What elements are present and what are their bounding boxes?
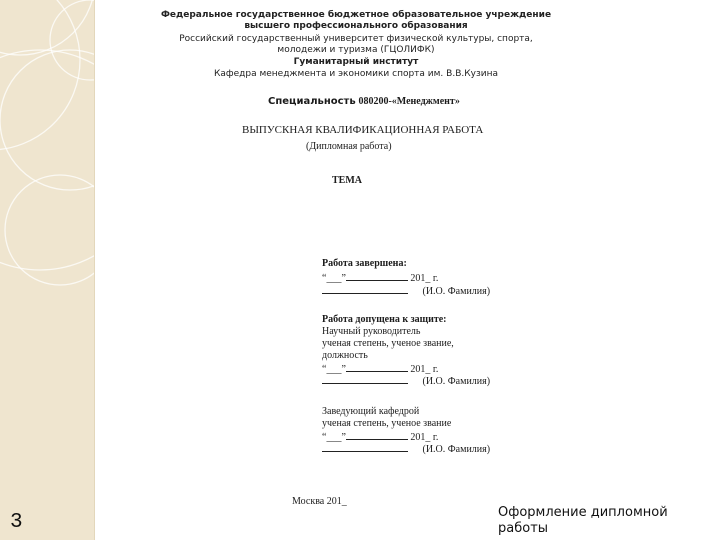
admitted-signature-line [322, 374, 490, 387]
completed-name: (И.О. Фамилия) [422, 286, 491, 297]
city-year: Москва 201_ [292, 496, 347, 507]
date-quote: “___” [322, 364, 346, 375]
completed-signature-line [322, 284, 490, 297]
date-quote: “___” [322, 432, 346, 443]
thesis-title-page [96, 0, 720, 507]
admitted-position: должность [322, 350, 368, 361]
specialty-line [268, 96, 460, 107]
decorative-side-panel [0, 0, 94, 540]
admitted-heading: Работа допущена к защите: [322, 314, 447, 325]
signature-blank [322, 442, 408, 452]
admitted-name: (И.О. Фамилия) [422, 376, 491, 387]
date-blank [346, 430, 408, 440]
specialty-prefix: Специальность [268, 96, 356, 107]
swirl-decoration [0, 0, 94, 540]
admitted-degree: ученая степень, ученое звание, [322, 338, 454, 349]
head-role: Заведующий кафедрой [322, 406, 420, 417]
header-department: Кафедра менеджмента и экономики спорта им. В.В.Кузина [214, 69, 498, 79]
header-university: Российский государственный университет физической культуры, спорта, [179, 34, 533, 44]
head-signature-line [322, 442, 490, 455]
header-university-cont: молодежи и туризма (ГЦОЛИФК) [277, 45, 435, 55]
specialty-code: 080200-«Менеджмент» [358, 96, 460, 107]
work-subtype: (Дипломная работа) [306, 141, 392, 152]
date-blank [346, 362, 408, 372]
topic-title: ТЕМА [332, 175, 362, 186]
completed-heading: Работа завершена: [322, 258, 407, 269]
admitted-year: 201_ г. [410, 364, 439, 375]
date-quote: “___” [322, 273, 346, 284]
header-institute: Гуманитарный институт [293, 57, 419, 67]
completed-date-line [322, 271, 438, 284]
panel-divider [94, 0, 95, 540]
head-year: 201_ г. [410, 432, 439, 443]
slide-number: 3 [10, 511, 23, 534]
completed-year: 201_ г. [410, 273, 439, 284]
header-organization: Федеральное государственное бюджетное образовательное учреждение [160, 10, 552, 20]
slide-caption: Оформление дипломной работы [498, 505, 668, 536]
header-education-level: высшего профессионального образования [244, 21, 468, 31]
head-name: (И.О. Фамилия) [422, 444, 491, 455]
signature-blank [322, 284, 408, 294]
admitted-role: Научный руководитель [322, 326, 421, 337]
head-degree: ученая степень, ученое звание [322, 418, 452, 429]
work-type: ВЫПУСКНАЯ КВАЛИФИКАЦИОННАЯ РАБОТА [242, 124, 484, 136]
signature-blank [322, 374, 408, 384]
date-blank [346, 271, 408, 281]
